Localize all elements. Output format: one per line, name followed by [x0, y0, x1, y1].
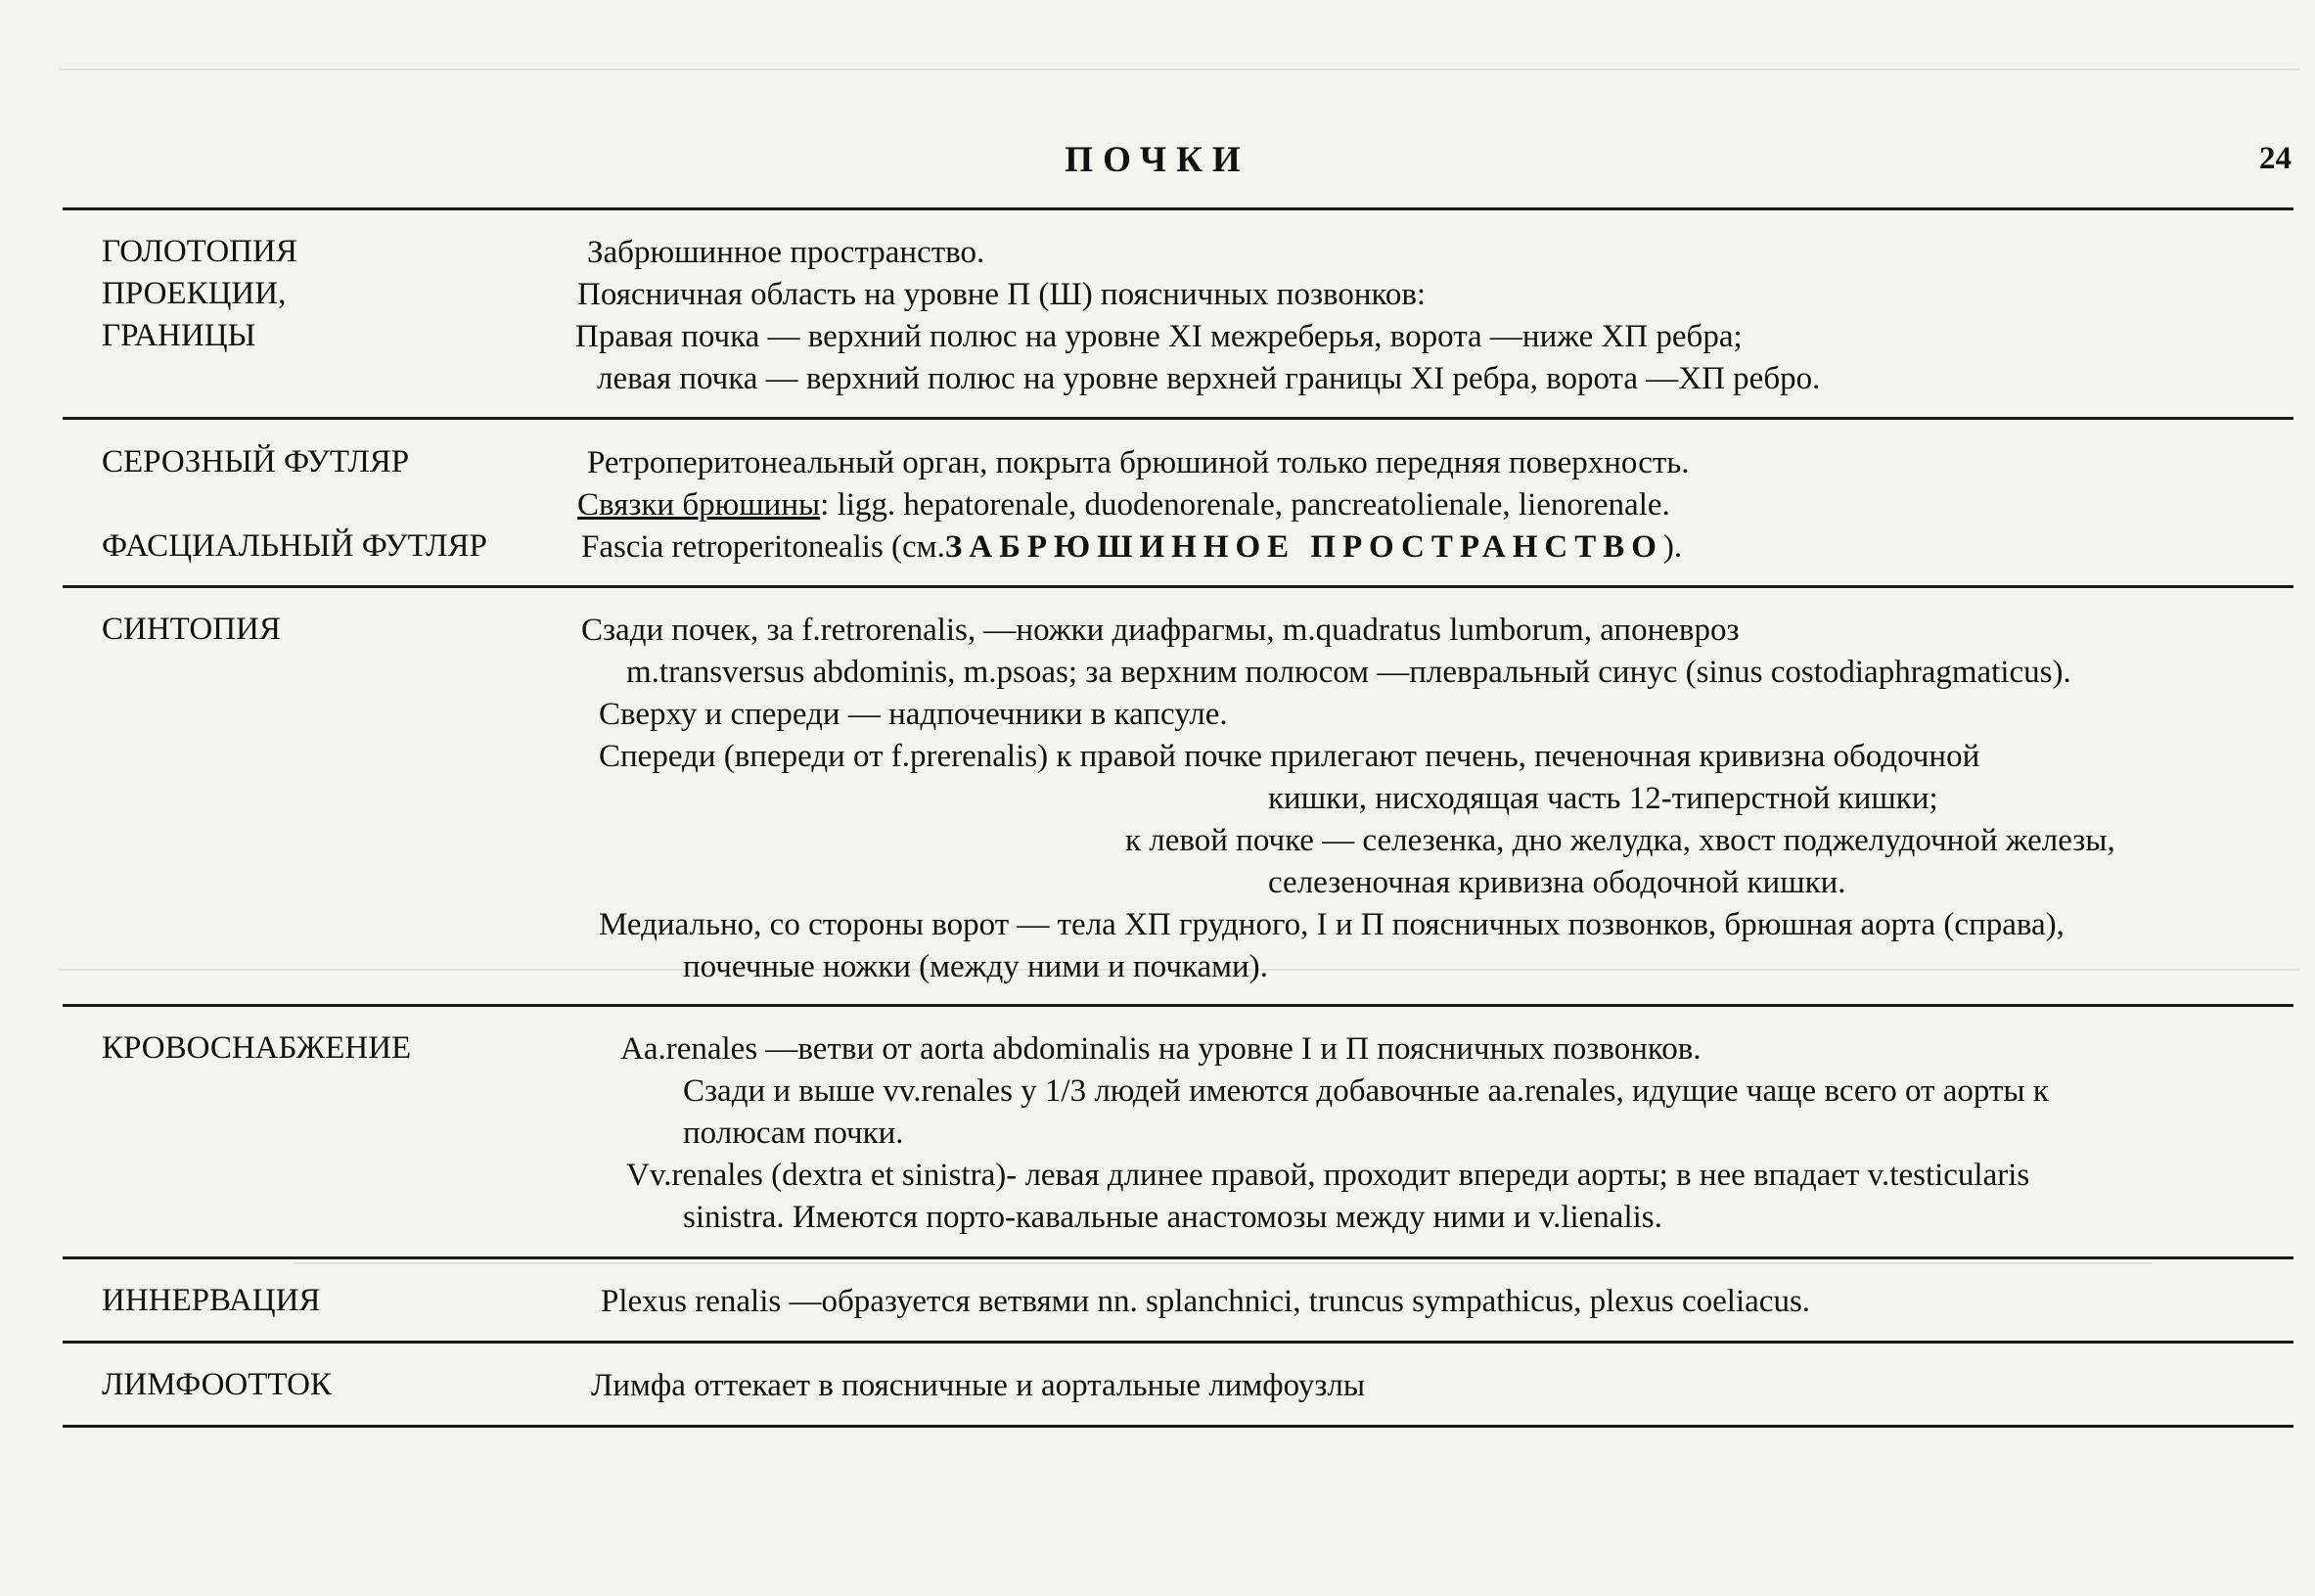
syntopy-line: Спереди (впереди от f.prerenalis) к правой почке прилегают печень, печеночная кривизна ободочной	[599, 739, 1980, 774]
label-syntopy: СИНТОПИЯ	[102, 612, 281, 647]
innervation-line: Plexus renalis —образуется ветвями nn. splanchnici, truncus sympathicus, plexus coeliacus.	[601, 1284, 1811, 1319]
blood-line: Aa.renales —ветви от aorta abdominalis на уровне I и П поясничных позвонков.	[620, 1031, 1702, 1067]
label-projections: ПРОЕКЦИИ,	[102, 276, 287, 311]
page-title: ПОЧКИ	[1065, 140, 1250, 180]
section-divider	[63, 1004, 2293, 1007]
label-borders: ГРАНИЦЫ	[102, 318, 256, 353]
label-blood-supply: КРОВОСНАБЖЕНИЕ	[102, 1030, 412, 1066]
label-lymph-drainage: ЛИМФООТТОК	[102, 1367, 332, 1402]
lymph-line: Лимфа оттекает в поясничные и аортальные лимфоузлы	[591, 1368, 1366, 1403]
syntopy-line: Сверху и спереди — надпочечники в капсуле.	[599, 697, 1228, 732]
label-fascial-sheath: ФАСЦИАЛЬНЫЙ ФУТЛЯР	[102, 528, 487, 564]
label-serous-sheath: СЕРОЗНЫЙ ФУТЛЯР	[102, 444, 410, 479]
bleed-through-rule	[59, 68, 2299, 70]
section-divider	[63, 1256, 2293, 1259]
fascia-text: Fascia retroperitonealis (см.	[581, 529, 945, 565]
fascia-end: ).	[1662, 529, 1683, 565]
syntopy-line: к левой почке — селезенка, дно желудка, хвост поджелудочной железы,	[1125, 823, 2115, 858]
blood-line: sinistra. Имеются порто-кавальные анастомозы между ними и v.lienalis.	[683, 1200, 1662, 1235]
fascia-line	[581, 526, 1682, 569]
syntopy-line: селезеночная кривизна ободочной кишки.	[1268, 865, 1846, 900]
bleed-through-rule	[294, 1262, 2153, 1264]
blood-line: Vv.renales (dextra et sinistra)- левая длинее правой, проходит впереди аорты; в нее впадает v.testicularis	[626, 1158, 2030, 1193]
blood-line: Сзади и выше vv.renales у 1/3 людей имеются добавочные aa.renales, идущие чаще всего от аорты к	[683, 1073, 2049, 1109]
section-divider	[63, 1341, 2293, 1344]
section-divider	[63, 585, 2293, 588]
fascia-reference: ЗАБРЮШИННОЕ ПРОСТРАНСТВО	[944, 529, 1663, 565]
syntopy-line: почечные ножки (между ними и почками).	[683, 949, 1268, 984]
holotopy-line: Правая почка — верхний полюс на уровне XI межреберья, ворота —ниже ХП ребра;	[575, 319, 1743, 354]
label-innervation: ИННЕРВАЦИЯ	[102, 1283, 321, 1318]
holotopy-line: Забрюшинное пространство.	[587, 235, 985, 270]
blood-line: полюсам почки.	[683, 1116, 904, 1151]
holotopy-line: Поясничная область на уровне П (Ш) поясничных позвонков:	[577, 277, 1427, 312]
syntopy-line: m.transversus abdominis, m.psoas; за верхним полюсом —плевральный синус (sinus costodiaphragmaticus).	[626, 655, 2071, 690]
syntopy-line: кишки, нисходящая часть 12-типерстной кишки;	[1268, 781, 1938, 816]
page-number: 24	[2259, 141, 2292, 176]
ligaments-line	[577, 484, 1670, 526]
ligaments-list: : ligg. hepatorenale, duodenorenale, pancreatolienale, lienorenale.	[820, 487, 1670, 523]
header-divider	[63, 207, 2293, 210]
syntopy-line: Медиально, со стороны ворот — тела ХП грудного, I и П поясничных позвонков, брюшная аорта (справа),	[599, 907, 2065, 942]
footer-divider	[63, 1425, 2293, 1428]
syntopy-line: Сзади почек, за f.retrorenalis, —ножки диафрагмы, m.quadratus lumborum, апоневроз	[581, 613, 1740, 648]
label-holotopy: ГОЛОТОПИЯ	[102, 234, 297, 269]
section-divider	[63, 417, 2293, 420]
ligaments-label: Связки брюшины	[577, 487, 821, 523]
holotopy-line: левая почка — верхний полюс на уровне верхней границы XI ребра, ворота —ХП ребро.	[597, 361, 1821, 396]
serous-line: Ретроперитонеальный орган, покрыта брюшиной только передняя поверхность.	[587, 445, 1690, 480]
